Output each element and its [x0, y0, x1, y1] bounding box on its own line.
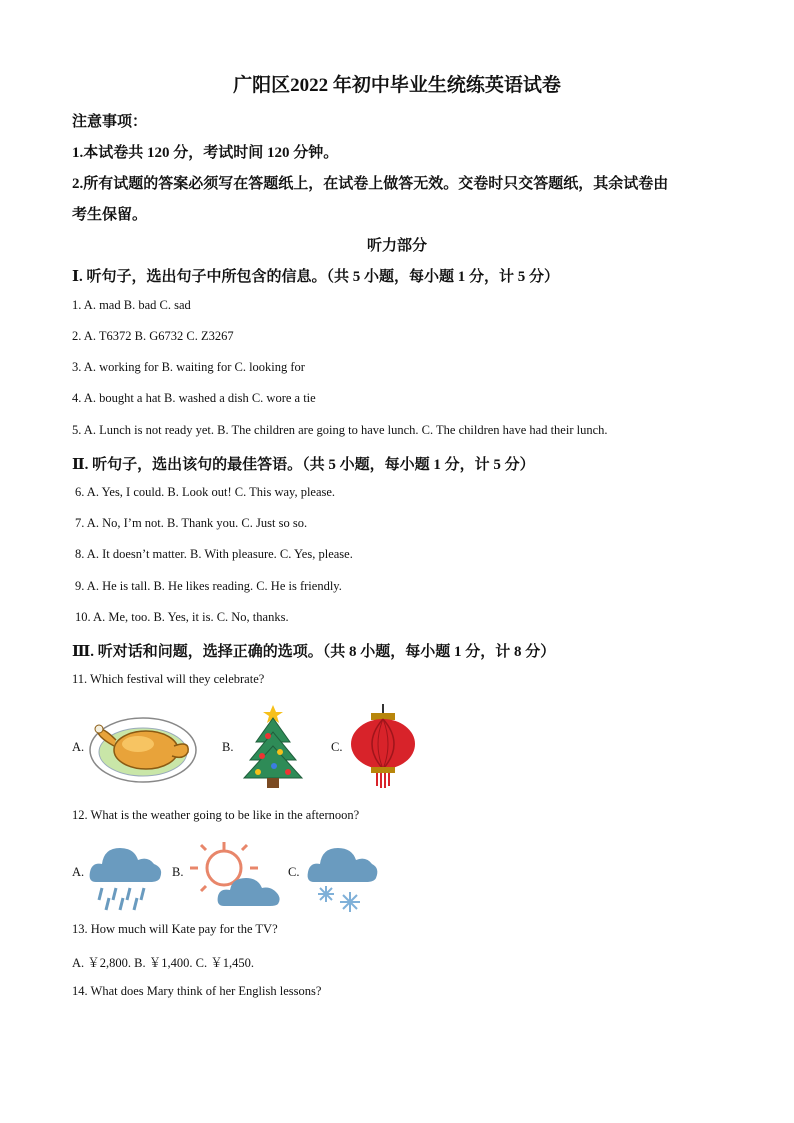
q12-option-c-label: C. [288, 865, 300, 879]
question-14: 14. What does Mary think of her English lessons? [72, 984, 322, 998]
question-13-answers: A. ￥2,800. B. ￥1,400. C. ￥1,450. [72, 956, 254, 970]
red-lantern-icon [347, 704, 419, 788]
question-1: 1. A. mad B. bad C. sad [72, 298, 191, 312]
q11-option-c-label: C. [331, 740, 343, 754]
question-8: 8. A. It doesn’t matter. B. With pleasure. C. Yes, please. [75, 547, 353, 561]
question-6: 6. A. Yes, I could. B. Look out! C. This way, please. [75, 485, 336, 499]
q11-option-a-label: A. [72, 740, 85, 754]
rain-cloud-icon [88, 836, 164, 912]
question-11: 11. Which festival will they celebrate? [72, 672, 265, 686]
part1-heading: Ⅰ. 听句子，选出句子中所包含的信息。（共 5 小题，每小题 1 分，计 5 分） [72, 269, 560, 285]
q12-option-b-label: B. [172, 865, 184, 879]
question-9: 9. A. He is tall. B. He likes reading. C. He is friendly. [75, 579, 342, 593]
question-12: 12. What is the weather going to be like in the afternoon? [72, 808, 360, 822]
question-7: 7. A. No, I’m not. B. Thank you. C. Just so so. [75, 516, 308, 530]
exam-title: 广阳区2022 年初中毕业生统练英语试卷 [233, 75, 561, 96]
notice-item-2-line-1: 2.所有试题的答案必须写在答题纸上，在试卷上做答无效。交卷时只交答题纸，其余试卷由 [72, 176, 669, 192]
q11-option-b-label: B. [222, 740, 234, 754]
snow-cloud-icon [306, 834, 380, 914]
part2-heading: Ⅱ. 听句子，选出该句的最佳答语。（共 5 小题，每小题 1 分，计 5 分） [72, 457, 535, 473]
notice-heading: 注意事项： [72, 114, 148, 130]
question-13: 13. How much will Kate pay for the TV? [72, 922, 278, 936]
question-2: 2. A. T6372 B. G6732 C. Z3267 [72, 329, 234, 343]
q12-option-a-label: A. [72, 865, 85, 879]
question-5: 5. A. Lunch is not ready yet. B. The children are going to have lunch. C. The children have had their lunch. [72, 423, 608, 437]
sun-and-cloud-icon [188, 840, 282, 910]
question-4: 4. A. bought a hat B. washed a dish C. wore a tie [72, 391, 316, 405]
part3-heading: Ⅲ. 听对话和问题，选择正确的选项。（共 8 小题，每小题 1 分，计 8 分） [72, 644, 556, 660]
christmas-tree-icon [238, 702, 308, 790]
notice-item-1: 1.本试卷共 120 分，考试时间 120 分钟。 [72, 145, 339, 161]
notice-item-2-line-2: 考生保留。 [72, 207, 148, 223]
roast-turkey-icon [88, 710, 198, 784]
listening-section-title: 听力部分 [366, 238, 427, 254]
question-10: 10. A. Me, too. B. Yes, it is. C. No, thanks. [75, 610, 289, 624]
question-3: 3. A. working for B. waiting for C. looking for [72, 360, 305, 374]
